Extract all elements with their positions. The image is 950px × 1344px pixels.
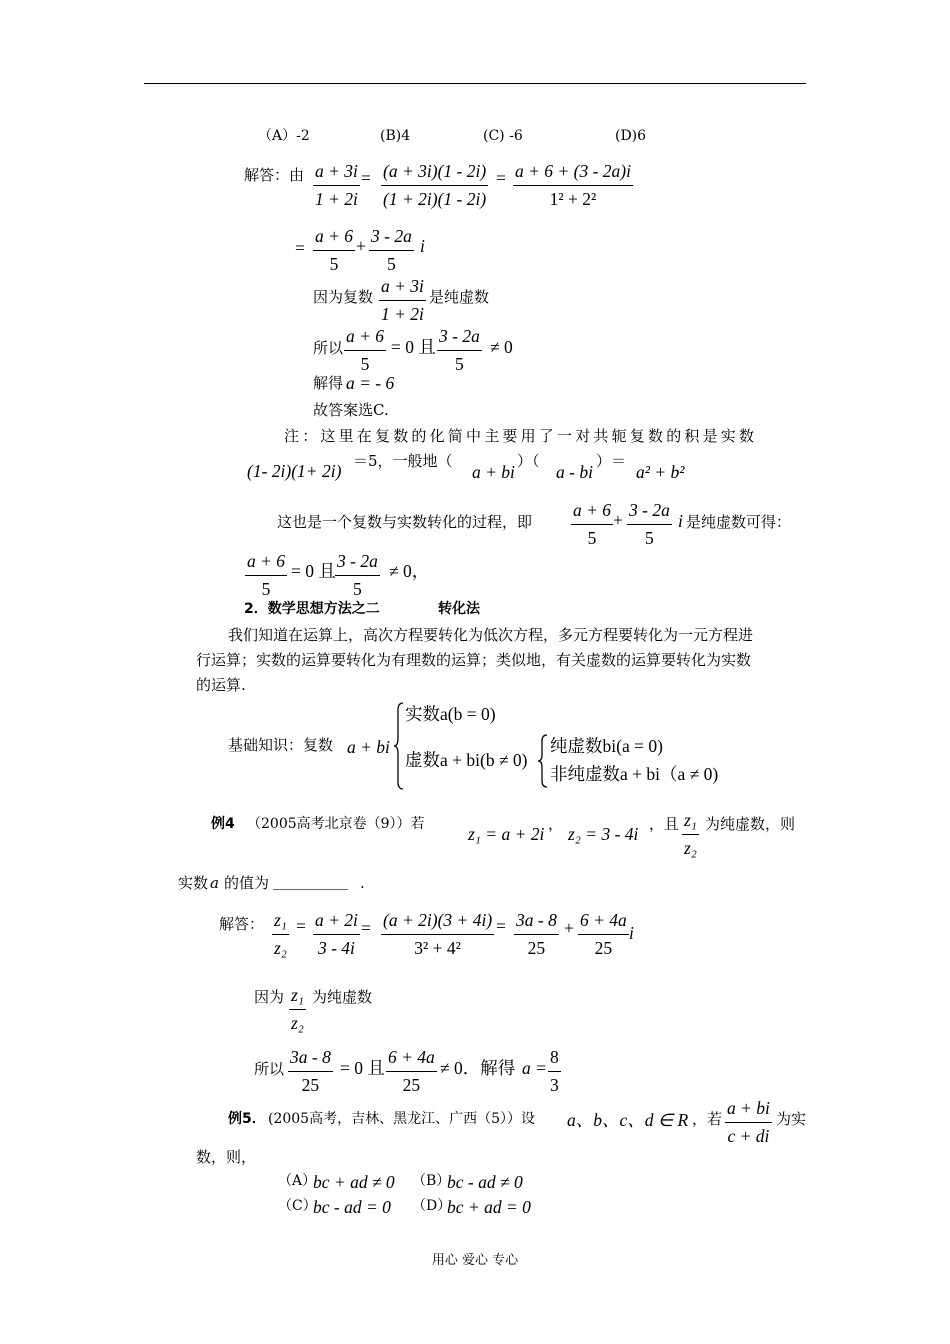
ex4-z1: z₁ = a + 2i bbox=[468, 824, 545, 844]
solve-pre: 解得 bbox=[313, 374, 344, 392]
ex4-because: 因为 bbox=[254, 988, 285, 1006]
fraction: $\frac{6 + 4a}{25}$ bbox=[580, 910, 627, 958]
equals: = bbox=[296, 916, 306, 936]
header-rule bbox=[144, 83, 806, 84]
fraction: $\frac{a + 6}{5}$ bbox=[247, 551, 286, 599]
fraction: $\frac{6 + 4a}{25}$ bbox=[388, 1047, 435, 1095]
zero-and: = 0 且 bbox=[291, 561, 336, 581]
ex4-and: ，且 bbox=[649, 815, 680, 833]
ex5-expr-a: bc + ad ≠ 0 bbox=[313, 1172, 395, 1192]
fraction: $\frac{\text{z₁}}{\text{z₂}}$ bbox=[274, 910, 287, 958]
neq-zero: ≠ 0， bbox=[389, 561, 430, 581]
fraction: $\frac{3a - 8}{25}$ bbox=[290, 1047, 331, 1095]
para-line1: 我们知道在运算上，高次方程要转化为低次方程，多元方程要转化为一元方程进 bbox=[228, 626, 754, 644]
note-sum: a² + b² bbox=[636, 462, 685, 482]
note-line3-pre: 这也是一个复数与实数转化的过程，即 bbox=[277, 513, 533, 531]
fraction: $\frac{a + bi}{c + di}$ bbox=[727, 1098, 770, 1146]
note-expr: (1- 2i)(1+ 2i) bbox=[247, 461, 342, 481]
note-line3-post: 是纯虚数可得： bbox=[686, 513, 792, 531]
fraction: $\frac{\text{z₁}}{\text{z₂}}$ bbox=[291, 985, 304, 1033]
choice-b: (B)4 bbox=[380, 128, 411, 144]
fraction: $\frac{8}{3}$ bbox=[550, 1047, 559, 1095]
ex5-opt-a: （A） bbox=[278, 1173, 317, 1189]
fraction: $\frac{a + 2i}{3 - 4i}$ bbox=[315, 910, 358, 958]
ex5-vars: a、b、c、d ∈ R bbox=[567, 1110, 689, 1130]
plus: + bbox=[356, 236, 366, 256]
zero-and: = 0 且 bbox=[340, 1058, 385, 1078]
para-line2: 行运算；实数的运算要转化为有理数的运算；类似地，有关虚数的运算要转化为实数 bbox=[196, 651, 752, 669]
note-mid: ）（ bbox=[517, 452, 540, 470]
ex5-expr-d: bc + ad = 0 bbox=[447, 1197, 531, 1217]
para-line3: 的运算. bbox=[196, 676, 246, 694]
basics-real: 实数a(b = 0) bbox=[405, 704, 496, 724]
fraction: $\frac{a + 6}{5}$ bbox=[315, 226, 354, 274]
ex5-post: 为实 bbox=[776, 1110, 807, 1128]
ex4-a-eq: a = bbox=[522, 1058, 547, 1078]
ex5-opt-c: （C） bbox=[278, 1198, 317, 1214]
equals: = bbox=[295, 238, 305, 258]
solve-expr: a = - 6 bbox=[346, 373, 395, 393]
ex5-opt-d: （D） bbox=[412, 1198, 452, 1214]
ex4-label: 例4 bbox=[211, 816, 235, 832]
ex4-post: 为纯虚数，则 bbox=[705, 815, 796, 833]
page-footer: 用心 爱心 专心 bbox=[431, 1253, 519, 1268]
equals: = bbox=[496, 168, 506, 188]
ex4-comma: ， bbox=[548, 815, 564, 833]
ex4-q2: 的值为 bbox=[224, 874, 270, 892]
ex4-so-pre: 所以 bbox=[254, 1060, 285, 1078]
plus: + bbox=[564, 918, 574, 938]
sol1-label: 解答：由 bbox=[244, 166, 305, 184]
note-eq5: ＝5，一般地（ bbox=[353, 452, 453, 470]
ex5-opt-b: （B） bbox=[412, 1173, 451, 1189]
note-ambi: a - bi bbox=[556, 462, 593, 482]
basics-label: 基础知识：复数 bbox=[228, 736, 334, 754]
choice-a: （A）-2 bbox=[258, 128, 310, 144]
choice-c: (C) -6 bbox=[483, 128, 523, 144]
answer: 故答案选C. bbox=[313, 401, 389, 419]
so-pre: 所以 bbox=[313, 339, 344, 357]
fraction: $\frac{\text{z₁}}{\text{z₂}}$ bbox=[684, 810, 697, 858]
section-title: 2．数学思想方法之二 bbox=[244, 601, 380, 617]
note-line1: 注：这里在复数的化简中主要用了一对共轭复数的积是实数 bbox=[284, 427, 758, 445]
because-post: 是纯虚数 bbox=[429, 288, 490, 306]
left-brace-inner bbox=[537, 734, 549, 788]
ex5-if: ，若 bbox=[692, 1110, 723, 1128]
imag-unit: i bbox=[678, 511, 683, 531]
ex4-neq: ≠ 0．解得 bbox=[440, 1058, 516, 1078]
note-end: ）＝ bbox=[596, 452, 627, 470]
section-topic: 转化法 bbox=[438, 601, 480, 617]
fraction: $\frac{a + 3i}{1 + 2i}$ bbox=[381, 276, 424, 324]
imag-unit: i bbox=[420, 236, 425, 256]
fraction: $\frac{3 - 2a}{5}$ bbox=[629, 500, 670, 548]
equals: = bbox=[361, 918, 371, 938]
ex4-dot: . bbox=[360, 874, 365, 892]
zero-and: = 0 且 bbox=[391, 337, 436, 357]
imag-unit: i bbox=[629, 923, 634, 943]
ex5-label: 例5． bbox=[228, 1111, 266, 1127]
fraction: $\frac{a + 3i}{1 + 2i}$ bbox=[315, 161, 358, 209]
ex4-src: （2005高考北京卷（9））若 bbox=[247, 816, 425, 832]
fraction: $\frac{a + 6}{5}$ bbox=[346, 326, 385, 374]
ex5-src: (2005高考，吉林、黑龙江、广西（5））设 bbox=[268, 1111, 535, 1127]
basics-nonpure: 非纯虚数a + bi（a ≠ 0) bbox=[550, 764, 719, 784]
plus: + bbox=[613, 510, 623, 530]
because-pre: 因为复数 bbox=[313, 288, 374, 306]
equals: = bbox=[496, 916, 506, 936]
ex5-expr-b: bc - ad ≠ 0 bbox=[447, 1172, 523, 1192]
fraction: $\frac{(a + 3i)(1 - 2i)}{(1 + 2i)(1 - 2i)}$ bbox=[383, 161, 487, 209]
ex5-expr-c: bc - ad = 0 bbox=[313, 1197, 391, 1217]
ex4-z2: z₂ = 3 - 4i bbox=[568, 824, 639, 844]
note-abi: a + bi bbox=[472, 462, 515, 482]
fraction: $\frac{3 - 2a}{5}$ bbox=[337, 551, 378, 599]
choice-d: (D)6 bbox=[615, 128, 647, 144]
neq-zero: ≠ 0 bbox=[490, 337, 513, 357]
fraction: $\frac{a + 6}{5}$ bbox=[573, 500, 612, 548]
equals: = bbox=[361, 168, 371, 188]
fraction: $\frac{(a + 2i)(3 + 4i)}{\text{3² + 4²}}$ bbox=[383, 910, 493, 958]
basics-imag: 虚数a + bi(b ≠ 0) bbox=[405, 750, 528, 770]
ex5-line2: 数，则， bbox=[196, 1148, 257, 1166]
ex4-sol-label: 解答： bbox=[219, 915, 265, 933]
fraction: $\frac{a + 6 + (3 - 2a)i}{\text{1² + 2²}}$ bbox=[515, 161, 631, 209]
ex4-qa: a bbox=[210, 874, 219, 892]
basics-pure: 纯虚数bi(a = 0) bbox=[550, 736, 663, 756]
ex4-because-post: 为纯虚数 bbox=[312, 988, 373, 1006]
fraction: $\frac{3a - 8}{25}$ bbox=[516, 910, 557, 958]
ex4-q: 实数 bbox=[178, 874, 209, 892]
fraction: $\frac{3 - 2a}{5}$ bbox=[439, 326, 480, 374]
ex4-blank: __________ bbox=[273, 872, 348, 890]
left-brace-outer bbox=[393, 702, 405, 790]
fraction: $\frac{3 - 2a}{5}$ bbox=[371, 226, 412, 274]
basics-abi: a + bi bbox=[347, 737, 390, 757]
